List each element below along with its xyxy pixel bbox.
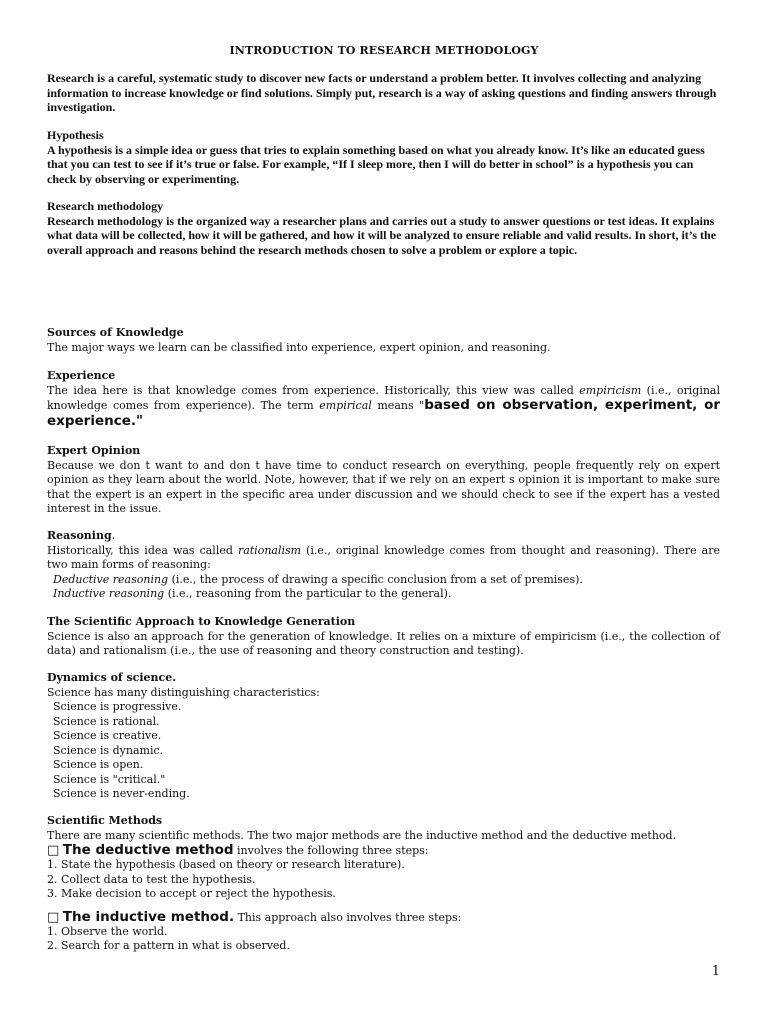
research-methodology-section (47, 199, 720, 257)
list-item: Science is open. (53, 758, 144, 771)
scientific-methods-heading: Scientific Methods (47, 814, 163, 827)
hypothesis-section (47, 128, 720, 186)
inductive-method-line (47, 910, 720, 925)
list-item: 3. Make decision to accept or reject the hypothesis. (47, 887, 336, 900)
dynamics-section (47, 671, 720, 802)
hypothesis-body: A hypothesis is a simple idea or guess that tries to explain something based on what you already know. It’s like an educated guess that you can test to see if it’s true or false. For example, “If I sleep more, then I will do better in school” is a hypothesis you can check by observing or experimenting. (47, 142, 705, 186)
scientific-approach-body: Science is also an approach for the generation of knowledge. It relies on a mixture of empiricism (i.e., the collection of data) and rationalism (i.e., the use of reasoning and theory construction and testing). (47, 629, 720, 657)
research-methodology-heading: Research methodology (47, 199, 164, 213)
inductive-reasoning-def: (i.e., reasoning from the particular to the general). (164, 587, 452, 600)
page-number: 1 (711, 964, 720, 979)
inductive-method-desc: This approach also involves three steps: (234, 910, 462, 924)
inductive-method-title: The inductive method. (62, 908, 235, 925)
empiricism-term: empiricism (579, 383, 642, 397)
list-item: 1. State the hypothesis (based on theory or research literature). (47, 858, 405, 871)
dynamics-heading: Dynamics of science. (47, 671, 177, 684)
checkbox-bullet-icon: □ (47, 909, 60, 925)
deductive-method-title: The deductive method (62, 842, 234, 858)
scientific-methods-section (47, 814, 720, 954)
list-item: Science is never-ending. (53, 787, 190, 800)
empirical-definition: based on observation, experiment, or experience." (47, 397, 720, 429)
deductive-reasoning-term: Deductive reasoning (53, 572, 169, 586)
experience-heading: Experience (47, 369, 116, 382)
sources-heading: Sources of Knowledge (47, 326, 184, 339)
experience-text-3: means " (371, 399, 425, 412)
list-item: Science is rational. (53, 714, 160, 728)
page-title: INTRODUCTION TO RESEARCH METHODOLOGY (229, 44, 539, 57)
inductive-reasoning-term: Inductive reasoning (53, 587, 165, 600)
reasoning-heading: Reasoning (47, 529, 112, 542)
experience-text-2: (i.e., original knowledge comes from experience). The term (47, 383, 721, 412)
rationalism-term: rationalism (237, 543, 302, 557)
sources-body: The major ways we learn can be classified into experience, expert opinion, and reasoning. (47, 340, 551, 354)
list-item: Science is "critical." (53, 772, 166, 786)
reasoning-heading-line (47, 529, 720, 544)
reasoning-text-1: Historically, this idea was called (47, 543, 238, 557)
list-item: Science is creative. (53, 729, 162, 742)
reasoning-text-2: (i.e., original knowledge comes from thought and reasoning). There are two main forms of reasoning: (47, 543, 720, 571)
list-item: 2. Search for a pattern in what is observed. (47, 939, 290, 952)
experience-text-1: The idea here is that knowledge comes from experience. Historically, this view was called (47, 383, 580, 397)
list-item: Science is progressive. (53, 700, 182, 713)
deductive-method-desc: involves the following three steps: (233, 844, 429, 857)
checkbox-bullet-icon: □ (47, 843, 60, 858)
reasoning-body (47, 544, 720, 573)
scientific-approach-heading: The Scientific Approach to Knowledge Generation (47, 615, 356, 628)
experience-section (47, 369, 720, 429)
list-item: 2. Collect data to test the hypothesis. (47, 872, 256, 886)
inductive-reasoning-item (47, 587, 720, 602)
scientific-approach-section (47, 615, 720, 659)
expert-opinion-body: Because we don t want to and don t have time to conduct research on everything, people frequently rely on expert opinion as they learn about the world. Note, however, that if we rely on an expert s opinion it is important to make sure that the expert is an expert in the specific area under discussion and we should check to see if the expert has a vested interest in the issue. (47, 458, 720, 515)
expert-opinion-section (47, 444, 720, 517)
deductive-reasoning-item (47, 573, 720, 588)
reasoning-section (47, 529, 720, 602)
empirical-term: empirical (319, 399, 372, 412)
expert-opinion-heading: Expert Opinion (47, 444, 141, 457)
list-item: 1. Observe the world. (47, 924, 168, 938)
research-methodology-body: Research methodology is the organized way a researcher plans and carries out a study to answer questions or test ideas. It explains what data will be collected, how it will be gathered, and how it will be analyzed to ensure reliable and valid results. In short, it’s the overall approach and reasons behind the research methods chosen to solve a problem or explore a topic. (47, 213, 717, 257)
reasoning-heading-suffix: . (111, 529, 116, 542)
deductive-reasoning-def: (i.e., the process of drawing a specific conclusion from a set of premises). (168, 572, 583, 586)
dynamics-intro: Science has many distinguishing characteristics: (47, 685, 320, 699)
list-item: Science is dynamic. (53, 743, 164, 757)
sources-section (47, 326, 720, 355)
experience-body (47, 384, 720, 430)
intro-paragraph: Research is a careful, systematic study to discover new facts or understand a problem better. It involves collecting and analyzing information to increase knowledge or find solutions. Simply put, research is a way of asking questions and finding answers through investigation. (47, 71, 717, 114)
scientific-methods-intro: There are many scientific methods. The two major methods are the inductive method and the deductive method. (47, 828, 677, 842)
hypothesis-heading: Hypothesis (47, 128, 104, 142)
deductive-method-line (47, 843, 720, 858)
